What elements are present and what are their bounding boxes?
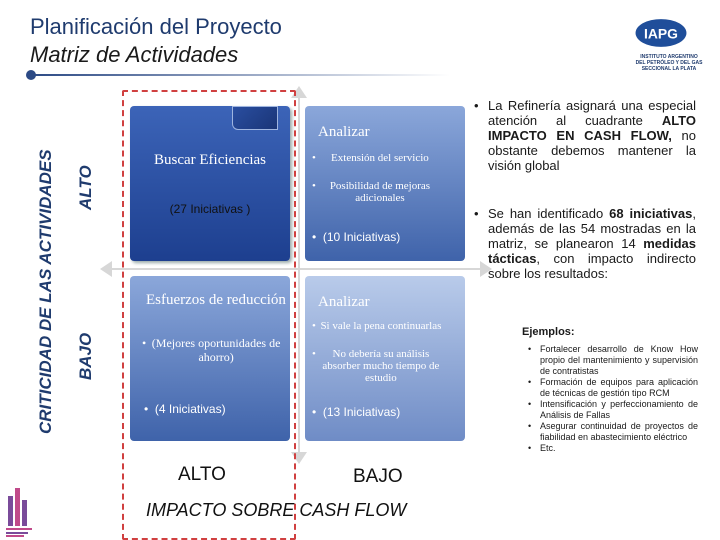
x-axis-high-label: ALTO bbox=[178, 464, 226, 485]
quadrant-top-right-title: Analizar bbox=[318, 124, 370, 140]
logo-acronym: IAPG bbox=[644, 25, 678, 42]
examples-list bbox=[528, 344, 698, 454]
logo-line-2: DEL PETRÓLEO Y DEL GAS bbox=[635, 60, 703, 66]
vertical-axis-line bbox=[298, 96, 300, 456]
quadrant-top-left-title: Buscar Eficiencias bbox=[153, 152, 267, 168]
logo-line-3: SECCIONAL LA PLATA bbox=[641, 66, 697, 72]
list-item: • Asegurar continuidad de proyectos de fiabilidad en abastecimiento eléctrico bbox=[528, 421, 698, 442]
quadrant-top-right-count: • (10 Iniciativas) bbox=[312, 230, 401, 244]
page-subtitle: Matriz de Actividades bbox=[30, 42, 239, 67]
iapg-logo bbox=[634, 14, 704, 84]
list-item: • Etc. bbox=[528, 443, 556, 453]
title-underline bbox=[30, 74, 450, 76]
iapg-logo-icon bbox=[634, 14, 688, 52]
quadrant-top-right-bullet: • Extensión del servicio bbox=[312, 152, 429, 164]
page-title: Planificación del Proyecto bbox=[30, 14, 282, 39]
list-item: • Fortalecer desarrollo de Know How propio del mantenimiento y supervisión de contratistas bbox=[528, 344, 698, 376]
quadrant-bottom-left-title: Esfuerzos de reducción bbox=[146, 292, 286, 308]
right-bullet-1: • La Refinería asignará una especial atención al cuadrante ALTO IMPACTO EN CASH FLOW, no obstante debemos mantener la visión global bbox=[474, 98, 696, 173]
quadrant-bottom-right-title: Analizar bbox=[318, 294, 370, 310]
y-axis-label: CRITICIDAD DE LAS ACTIVIDADES bbox=[36, 149, 55, 434]
y-axis-high-label: ALTO bbox=[76, 165, 95, 210]
title-bullet-dot bbox=[26, 70, 36, 80]
x-axis-low-label: BAJO bbox=[353, 466, 403, 487]
logo-line-1: INSTITUTO ARGENTINO bbox=[640, 54, 698, 60]
examples-title: Ejemplos: bbox=[522, 326, 575, 338]
list-item: • Formación de equipos para aplicación de técnicas de gestión tipo RCM bbox=[528, 377, 698, 398]
quadrant-bottom-left-bullet: • (Mejores oportunidades de ahorro) bbox=[142, 336, 281, 364]
congress-logo-icon bbox=[4, 484, 34, 538]
quadrant-bottom-right-count: • (13 Iniciativas) bbox=[312, 405, 401, 419]
right-bullet-2: • Se han identificado 68 iniciativas, además de las 54 mostradas en la matriz, se planearon 14 medidas tácticas, con impacto indirecto sobre los resultados: bbox=[474, 206, 696, 281]
quadrant-bottom-left-count: • (4 Iniciativas) bbox=[144, 402, 226, 416]
quadrant-top-right-bullet: • Posibilidad de mejoras adicionales bbox=[312, 180, 431, 204]
quadrant-bottom-right-bullet: • No debería su análisis absorber mucho tiempo de estudio bbox=[312, 348, 440, 384]
quadrant-top-left-count: (27 Iniciativas ) bbox=[169, 202, 251, 216]
x-axis-label: IMPACTO SOBRE CASH FLOW bbox=[146, 500, 407, 520]
y-axis-low-label: BAJO bbox=[76, 332, 95, 380]
quadrant-bottom-right-bullet: • Si vale la pena continuarlas bbox=[312, 320, 442, 332]
logo-caption bbox=[634, 54, 704, 72]
list-item: • Intensificación y perfeccionamiento de Análisis de Fallas bbox=[528, 399, 698, 420]
arrow-left-icon bbox=[100, 261, 112, 277]
